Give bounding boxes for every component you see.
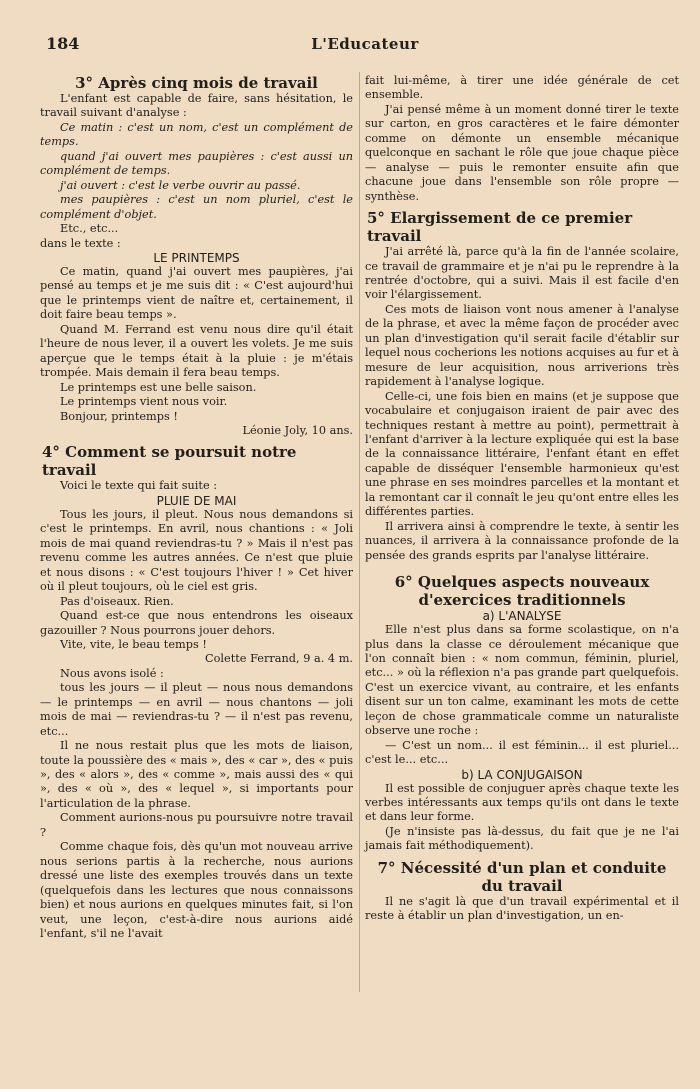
paragraph: tous les jours — il pleut — nous nous demandons — le printemps — en avril — nous chantons — joli mois de mai — reviendras-tu ? — il n'est pas revenu, etc...: [40, 681, 353, 738]
column-divider: [359, 72, 360, 992]
paragraph: Nous avons isolé :: [60, 666, 164, 680]
child-text-line: Le printemps est une belle saison.: [60, 380, 257, 394]
subsection-heading: a) L'ANALYSE: [482, 609, 562, 624]
paragraph: Ces mots de liaison vont nous amener à l'analyse de la phrase, et avec la même façon de procéder avec un plan d'investigation qu'il serait facile d'établir sur lequel nous cocherions les notions acquises au fur et à mesure de leur acquisition, nous arriverions très rapidement à l'analyse logique.: [365, 302, 679, 389]
child-text-line: Bonjour, printemps !: [60, 409, 178, 423]
right-column: [365, 74, 679, 924]
paragraph: Comme chaque fois, dès qu'un mot nouveau arrive nous serions partis à la recherche, nous aurions dressé une liste des exemples trouvés dans un texte (quelquefois dans les lectures que nous connaissons bien) et nous aurions en quelques minutes fait, si l'on veut, une leçon, c'est-à-dire nous aurions aidé l'enfant, s'il ne l'avait: [40, 840, 353, 941]
paragraph: J'ai pensé même à un moment donné tirer le texte sur carton, en gros caractères et le faire démonter comme on démonte un ensemble mécanique quelconque en sachant le rôle que joue chaque pièce — analyse — puis le remonter ensuite afin que chacune joue dans l'ensemble son rôle propre — synthèse.: [365, 102, 679, 203]
paragraph: Voici le texte qui fait suite :: [60, 479, 218, 493]
section-heading: 5° Elargissement de ce premier travail: [367, 209, 633, 246]
analysis-line: mes paupières : c'est un nom pluriel, c'est le complément d'objet.: [40, 193, 353, 221]
paragraph: Il ne nous restait plus que les mots de liaison, toute la poussière des « mais », des « car », des « puis », des « alors », des « comme », mais aussi des « qui », des « où », des « lequel », si importants pour l'articulation de la phrase.: [40, 739, 353, 810]
analysis-line: j'ai ouvert : c'est le verbe ouvrir au passé.: [60, 178, 301, 192]
paragraph: Comment aurions-nous pu poursuivre notre travail ?: [40, 811, 353, 839]
analysis-line: Ce matin : c'est un nom, c'est un complément de temps.: [40, 120, 353, 149]
paragraph: Il arrivera ainsi à comprendre le texte, à sentir les nuances, il arrivera à la connaissance profonde de la pensée des grands esprits par l'analyse littéraire.: [365, 519, 679, 562]
paragraph: dans le texte :: [40, 236, 121, 250]
journal-title: L'Educateur: [311, 35, 419, 53]
section-heading: 3° Après cinq mois de travail: [75, 74, 318, 92]
text-title: LE PRINTEMPS: [153, 250, 240, 265]
child-text-line: Le printemps vient nous voir.: [60, 395, 228, 409]
paragraph: Il est possible de conjuguer après chaque texte les verbes intéressants aux temps qu'ils ont dans le texte et dans leur forme.: [365, 781, 679, 824]
child-text-line: Pas d'oiseaux. Rien.: [60, 594, 174, 608]
child-text-paragraph: Ce matin, quand j'ai ouvert mes paupières, j'ai pensé au temps et je me suis dit : « C'est aujourd'hui que le printemps vient de naître et, certainement, il doit faire beau temps ».: [40, 264, 353, 322]
section-heading: 6° Quelques aspects nouveaux d'exercices traditionnels: [394, 573, 650, 610]
paragraph: Il ne s'agit là que d'un travail expérimental et il reste à établir un plan d'investigation, un en-: [365, 894, 679, 923]
analysis-line: quand j'ai ouvert mes paupières : c'est aussi un complément de temps.: [40, 149, 353, 178]
paragraph: L'enfant est capable de faire, sans hésitation, le travail suivant d'analyse :: [40, 92, 353, 120]
section-heading: 4° Comment se poursuit notre travail: [42, 443, 297, 480]
subsection-heading: b) LA CONJUGAISON: [461, 767, 583, 782]
paragraph: Etc., etc...: [60, 222, 119, 236]
left-column: [40, 74, 353, 941]
page-number: 184: [46, 34, 80, 53]
author-signature: Colette Ferrand, 9 a. 4 m.: [204, 652, 353, 666]
paragraph: Elle n'est plus dans sa forme scolastique, on n'a plus dans la classe ce déroulement mécanique que l'on connaît bien : « nom commun, féminin, pluriel, etc... » où la réflexion n'a pas grande part quelquefois. C'est un exercice vivant, au contraire, et les enfants disent sur un ton calme, examinant les mots de cette leçon de chose grammaticale comme un naturaliste observe une roche :: [365, 623, 679, 738]
section-heading: 7° Nécessité d'un plan et conduite du travail: [377, 858, 667, 895]
paragraph: fait lui-même, à tirer une idée générale de cet ensemble.: [365, 74, 679, 102]
child-text-paragraph: Quand M. Ferrand est venu nous dire qu'il était l'heure de nous lever, il a ouvert les volets. Je me suis aperçue que le temps était à la pluie : je m'étais trompée. Mais demain il fera beau temps.: [40, 322, 353, 380]
paragraph: Celle-ci, une fois bien en mains (et je suppose que vocabulaire et conjugaison iraient de pair avec des techniques restant à mettre au point), permettrait à l'enfant d'arriver à la lecture expliquée qui est la base de la connaissance littéraire, l'enfant étant en effet capable de disséquer l'ensemble harmonieux qu'est une phrase en ses moindres parcelles et la montant et la remontant car il connaît le jeu qu'ont entre elles les différentes parties.: [365, 389, 679, 519]
paragraph: J'ai arrêté là, parce qu'à la fin de l'année scolaire, ce travail de grammaire et je n'ai pu le reprendre à la rentrée d'octobre, qui a suivi. Mais il est facile d'en voir l'élargissement.: [365, 245, 679, 302]
author-signature: Léonie Joly, 10 ans.: [242, 423, 353, 437]
paragraph: — C'est un nom... il est féminin... il est pluriel... c'est le... etc...: [365, 738, 679, 767]
child-text-paragraph: Tous les jours, il pleut. Nous nous demandons si c'est le printemps. En avril, nous chantions : « Joli mois de mai quand reviendras-tu ? » Mais il n'est pas revenu comme les autres années. Ce n'est que pluie et nous disons : « C'est toujours l'hiver ! » Cet hiver où il pleut toujours, où le ciel est gris.: [40, 507, 353, 594]
text-title: PLUIE DE MAI: [156, 493, 237, 508]
child-text-line: Vite, vite, le beau temps !: [60, 637, 207, 651]
child-text-paragraph: Quand est-ce que nous entendrons les oiseaux gazouiller ? Nous pourrons jouer dehors.: [40, 609, 353, 637]
paragraph: (Je n'insiste pas là-dessus, du fait que je ne l'ai jamais fait méthodiquement).: [365, 824, 679, 853]
